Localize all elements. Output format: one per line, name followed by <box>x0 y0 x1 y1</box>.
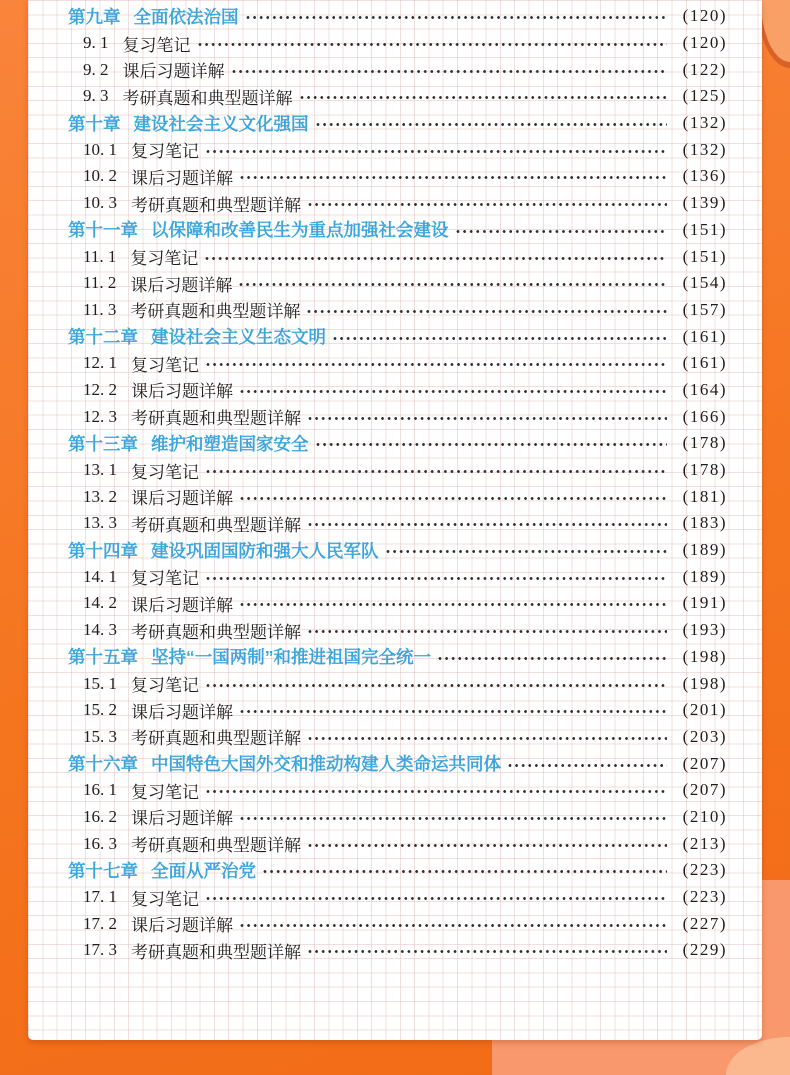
dot-leader <box>300 89 668 106</box>
page-number: (191) <box>682 593 727 613</box>
section-number: 12. 1 <box>83 353 117 373</box>
chapter-row <box>68 110 727 137</box>
dot-leader <box>240 810 667 827</box>
page-number: (178) <box>682 433 727 453</box>
section-number: 15. 3 <box>83 726 117 746</box>
chapter-number: 第十六章 <box>68 754 138 775</box>
section-number: 11. 3 <box>83 299 117 319</box>
dot-leader <box>206 463 667 480</box>
dot-leader <box>240 490 667 507</box>
page-number: (151) <box>682 219 727 239</box>
section-label: 复习笔记 <box>130 249 199 269</box>
dot-leader <box>240 169 667 186</box>
page-number: (161) <box>682 326 727 346</box>
chapter-row <box>68 537 727 564</box>
page-number: (207) <box>682 753 727 773</box>
chapter-title: 建设社会主义文化强国 <box>133 113 309 134</box>
section-row <box>68 724 727 751</box>
section-row <box>68 30 727 57</box>
section-label: 课后习题详解 <box>131 382 233 402</box>
dot-leader <box>206 356 667 373</box>
section-label: 课后习题详解 <box>131 595 233 615</box>
section-number: 15. 2 <box>83 700 117 720</box>
page-number: (183) <box>682 513 727 533</box>
section-number: 13. 1 <box>83 460 117 480</box>
section-number: 17. 2 <box>83 913 117 933</box>
dot-leader <box>308 196 667 213</box>
section-label: 复习笔记 <box>131 889 199 909</box>
page-number: (201) <box>682 700 727 720</box>
section-row <box>68 190 727 217</box>
dot-leader <box>316 116 668 133</box>
dot-leader <box>239 276 667 293</box>
dot-leader <box>308 943 667 960</box>
dot-leader <box>508 757 667 774</box>
dot-leader <box>308 730 667 747</box>
section-number: 16. 1 <box>83 780 117 800</box>
section-number: 12. 2 <box>83 379 117 399</box>
section-row <box>68 163 727 190</box>
dot-leader <box>206 783 667 800</box>
section-row <box>68 777 727 804</box>
section-label: 考研真题和典型题详解 <box>131 729 301 749</box>
section-label: 课后习题详解 <box>131 168 233 188</box>
page-number: (189) <box>682 566 727 586</box>
chapter-title: 全面依法治国 <box>133 6 239 27</box>
dot-leader <box>308 623 667 640</box>
page-number: (151) <box>682 246 727 266</box>
section-number: 10. 3 <box>83 193 117 213</box>
section-number: 16. 2 <box>83 806 117 826</box>
section-label: 复习笔记 <box>131 142 199 162</box>
section-label: 课后习题详解 <box>131 809 233 829</box>
section-row <box>68 910 727 937</box>
section-row <box>68 937 727 964</box>
page-number: (157) <box>682 299 727 319</box>
section-label: 复习笔记 <box>131 462 199 482</box>
section-number: 9. 1 <box>83 33 109 53</box>
chapter-row <box>68 430 727 457</box>
dot-leader <box>456 223 668 240</box>
dot-leader <box>206 143 667 160</box>
page-number: (132) <box>682 139 727 159</box>
chapter-row <box>68 323 727 350</box>
section-label: 课后习题详解 <box>122 62 225 82</box>
chapter-number: 第十三章 <box>68 433 138 454</box>
page-number: (210) <box>682 806 727 826</box>
section-row <box>68 483 727 510</box>
dot-leader <box>316 436 668 453</box>
dot-leader <box>206 677 667 694</box>
page-number: (229) <box>682 940 727 960</box>
section-number: 11. 1 <box>83 246 117 266</box>
dot-leader <box>232 63 668 80</box>
section-row <box>68 270 727 297</box>
section-label: 考研真题和典型题详解 <box>122 88 293 108</box>
section-label: 考研真题和典型题详解 <box>131 942 301 962</box>
chapter-title: 中国特色大国外交和推动构建人类命运共同体 <box>151 754 501 775</box>
chapter-title: 建设巩固国防和强大人民军队 <box>151 540 379 561</box>
dot-leader <box>240 596 667 613</box>
chapter-number: 第十五章 <box>68 647 138 668</box>
section-row <box>68 56 727 83</box>
page-number: (193) <box>682 620 727 640</box>
section-row <box>68 136 727 163</box>
section-row <box>68 510 727 537</box>
page-number: (213) <box>682 833 727 853</box>
chapter-row <box>68 3 727 30</box>
section-row <box>68 350 727 377</box>
dot-leader <box>308 410 667 427</box>
section-row <box>68 804 727 831</box>
section-label: 复习笔记 <box>131 782 199 802</box>
section-number: 14. 3 <box>83 620 117 640</box>
section-row <box>68 617 727 644</box>
dot-leader <box>240 917 667 934</box>
section-label: 复习笔记 <box>131 569 199 589</box>
section-label: 考研真题和典型题详解 <box>131 409 301 429</box>
dot-leader <box>206 890 667 907</box>
page-number: (120) <box>682 6 727 26</box>
section-row <box>68 403 727 430</box>
chapter-number: 第十七章 <box>68 860 138 881</box>
page-number: (132) <box>682 113 727 133</box>
dot-leader <box>246 9 668 26</box>
page-number: (198) <box>682 673 727 693</box>
section-number: 14. 1 <box>83 566 117 586</box>
page-number: (164) <box>682 379 727 399</box>
dot-leader <box>438 650 667 667</box>
dot-leader <box>240 703 667 720</box>
section-number: 10. 2 <box>83 166 117 186</box>
section-row <box>68 457 727 484</box>
section-label: 复习笔记 <box>131 676 199 696</box>
dot-leader <box>198 36 668 53</box>
dot-leader <box>308 516 667 533</box>
section-label: 考研真题和典型题详解 <box>131 836 301 856</box>
section-row <box>68 243 727 270</box>
toc-page <box>28 0 762 1040</box>
section-row <box>68 83 727 110</box>
chapter-title: 全面从严治党 <box>151 860 256 881</box>
page-number: (139) <box>682 193 727 213</box>
page-number: (181) <box>682 486 727 506</box>
section-label: 课后习题详解 <box>130 275 233 295</box>
section-row <box>68 697 727 724</box>
section-label: 考研真题和典型题详解 <box>131 515 301 535</box>
section-label: 考研真题和典型题详解 <box>130 302 301 322</box>
section-label: 考研真题和典型题详解 <box>131 195 301 215</box>
section-row <box>68 563 727 590</box>
page-number: (120) <box>682 33 727 53</box>
dot-leader <box>308 837 667 854</box>
dot-leader <box>307 303 667 320</box>
section-number: 16. 3 <box>83 833 117 853</box>
dot-leader <box>205 250 667 267</box>
section-row <box>68 884 727 911</box>
chapter-number: 第十章 <box>68 113 121 134</box>
chapter-number: 第十四章 <box>68 540 138 561</box>
page-number: (136) <box>682 166 727 186</box>
section-number: 10. 1 <box>83 139 117 159</box>
section-number: 12. 3 <box>83 406 117 426</box>
chapter-row <box>68 644 727 671</box>
page-number: (223) <box>682 887 727 907</box>
page-number: (166) <box>682 406 727 426</box>
section-number: 11. 2 <box>83 273 117 293</box>
page-number: (223) <box>682 860 727 880</box>
dot-leader <box>263 863 667 880</box>
chapter-title: 坚持“一国两制”和推进祖国完全统一 <box>151 647 431 668</box>
section-number: 14. 2 <box>83 593 117 613</box>
page-number: (189) <box>682 540 727 560</box>
chapter-number: 第十二章 <box>68 327 138 348</box>
page-number: (125) <box>682 86 727 106</box>
section-label: 复习笔记 <box>122 35 191 55</box>
section-number: 15. 1 <box>83 673 117 693</box>
section-row <box>68 297 727 324</box>
page-number: (207) <box>682 780 727 800</box>
section-row <box>68 377 727 404</box>
section-label: 复习笔记 <box>131 355 199 375</box>
section-label: 课后习题详解 <box>131 916 233 936</box>
dot-leader <box>386 543 668 560</box>
chapter-row <box>68 217 727 244</box>
chapter-title: 以保障和改善民生为重点加强社会建设 <box>151 220 449 241</box>
section-label: 课后习题详解 <box>131 702 233 722</box>
section-number: 9. 2 <box>83 59 109 79</box>
chapter-number: 第九章 <box>68 6 121 27</box>
section-label: 考研真题和典型题详解 <box>131 622 301 642</box>
cover-corner-glare <box>761 0 790 62</box>
section-number: 17. 1 <box>83 887 117 907</box>
page-number: (154) <box>682 273 727 293</box>
page-number: (178) <box>682 460 727 480</box>
dot-leader <box>240 383 667 400</box>
page-number: (161) <box>682 353 727 373</box>
section-label: 课后习题详解 <box>131 489 233 509</box>
section-row <box>68 830 727 857</box>
section-number: 13. 2 <box>83 486 117 506</box>
section-row <box>68 590 727 617</box>
chapter-row <box>68 857 727 884</box>
section-number: 13. 3 <box>83 513 117 533</box>
section-number: 9. 3 <box>83 86 109 106</box>
page-number: (227) <box>682 913 727 933</box>
dot-leader <box>206 570 667 587</box>
section-number: 17. 3 <box>83 940 117 960</box>
chapter-title: 建设社会主义生态文明 <box>151 327 326 348</box>
dot-leader <box>333 330 667 347</box>
page-number: (122) <box>682 59 727 79</box>
section-row <box>68 670 727 697</box>
page-number: (198) <box>682 646 727 666</box>
chapter-row <box>68 750 727 777</box>
chapter-title: 维护和塑造国家安全 <box>151 433 309 454</box>
chapter-number: 第十一章 <box>68 220 138 241</box>
page-number: (203) <box>682 726 727 746</box>
table-of-contents <box>68 3 727 964</box>
